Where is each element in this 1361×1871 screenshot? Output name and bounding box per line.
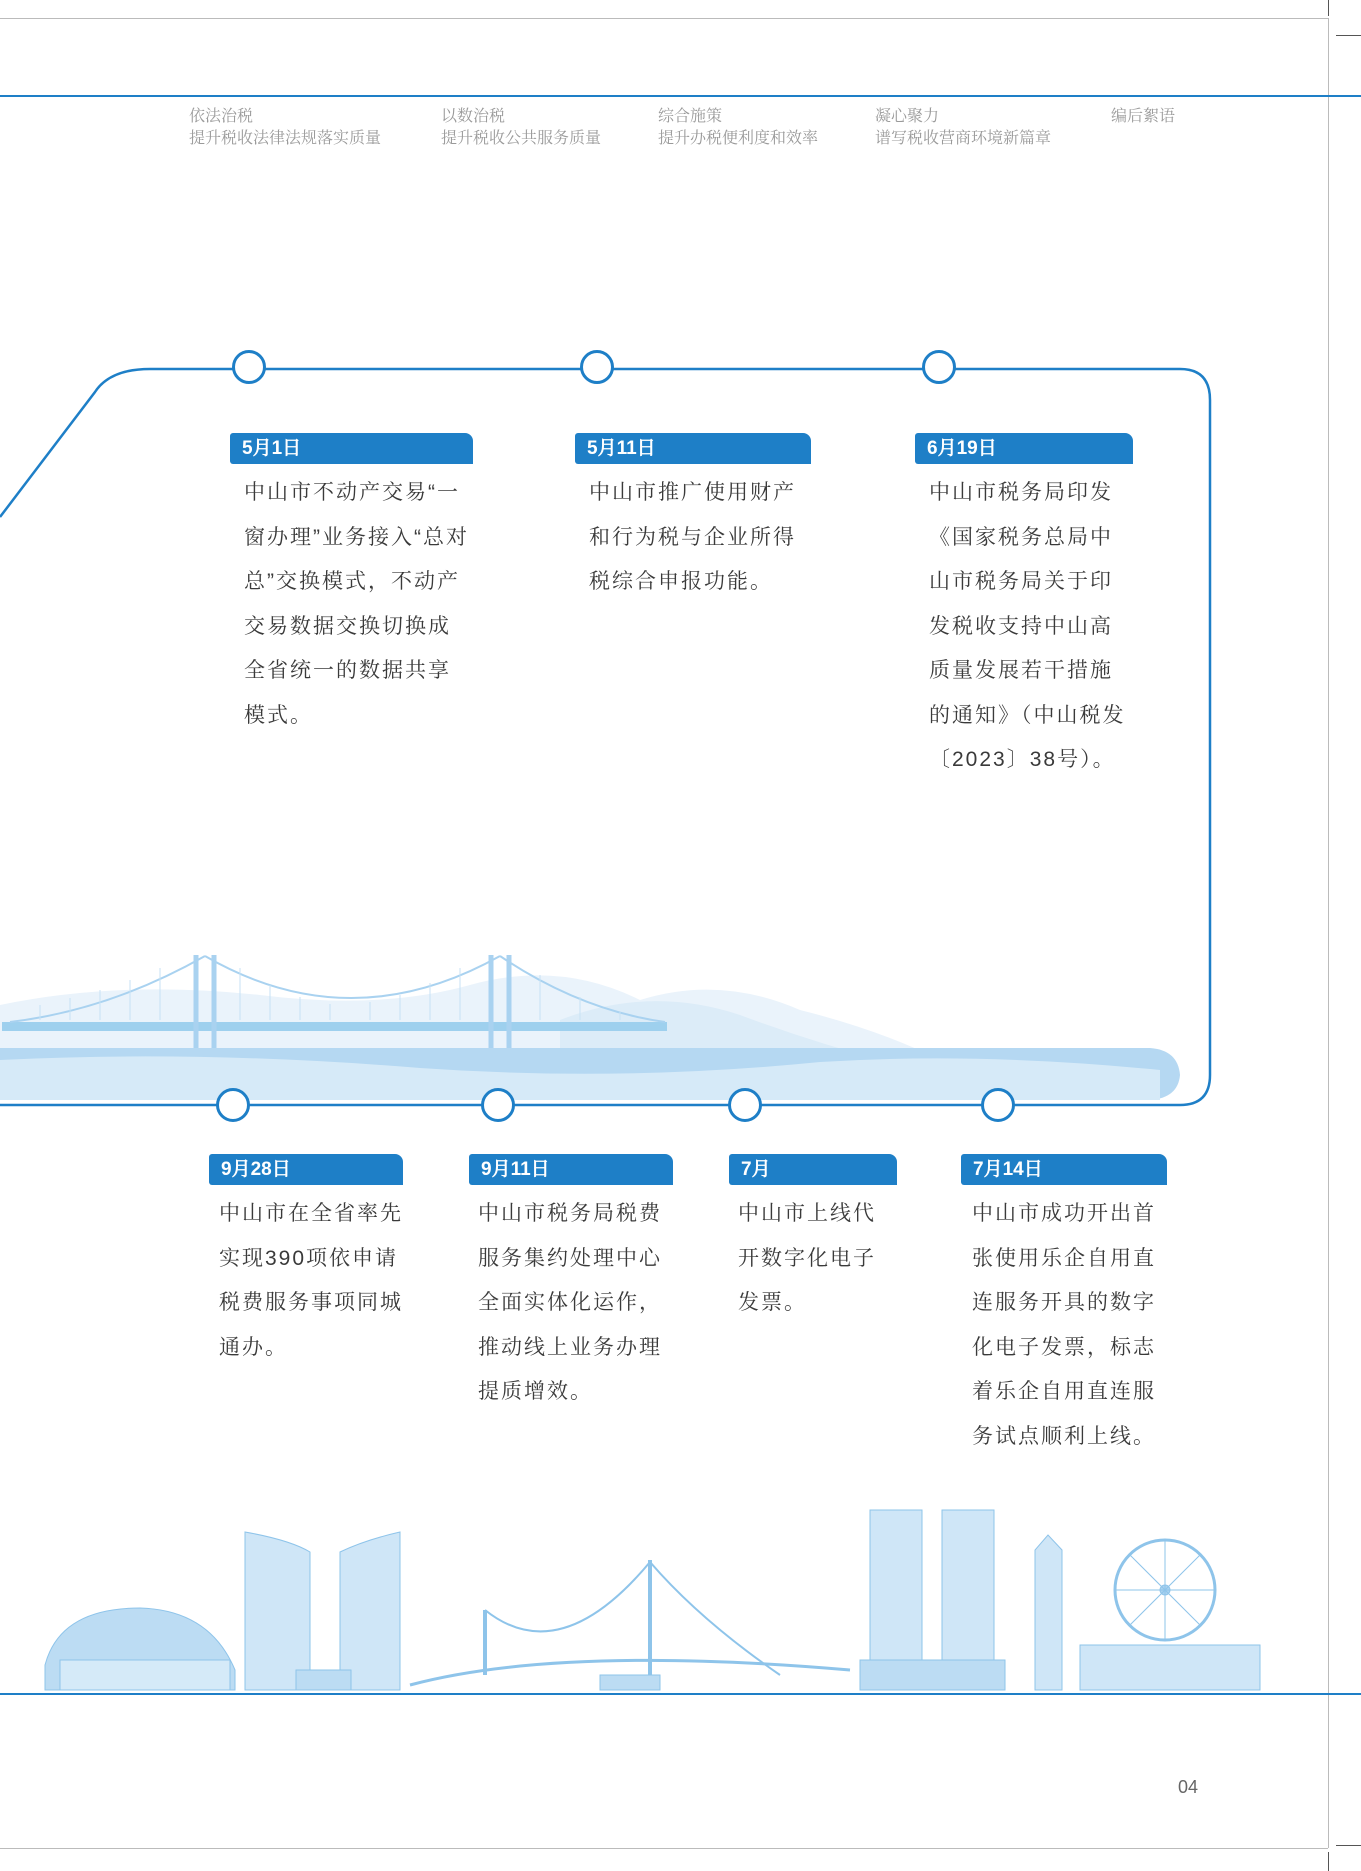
timeline-node	[922, 350, 956, 384]
timeline-node	[481, 1088, 515, 1122]
footer-rule	[0, 1693, 1361, 1695]
timeline-node	[728, 1088, 762, 1122]
event-description: 中山市推广使用财产和行为税与企业所得税综合申报功能。	[589, 481, 796, 593]
nav-item-title: 以数治税	[441, 108, 506, 125]
event-date-label: 5月11日	[575, 433, 811, 464]
event-description: 中山市税务局印发《国家税务总局中山市税务局关于印发税收支持中山高质量发展若干措施的通知》（中山税发〔2023〕38号）。	[929, 481, 1126, 771]
event-date-label: 9月11日	[469, 1154, 673, 1185]
nav-item-subtitle: 提升税收法律法规落实质量	[189, 130, 382, 147]
event-description: 中山市在全省率先实现390项依申请税费服务事项同城通办。	[219, 1202, 403, 1359]
event-date-label: 9月28日	[209, 1154, 403, 1185]
event-date-label: 7月	[729, 1154, 897, 1185]
event-date-label: 6月19日	[915, 433, 1133, 464]
event-description: 中山市成功开出首张使用乐企自用直连服务开具的数字化电子发票，标志着乐企自用直连服务试点顺利上线。	[972, 1202, 1156, 1448]
nav-item-subtitle: 提升办税便利度和效率	[658, 130, 819, 147]
page-number: 04	[1178, 1777, 1199, 1797]
event-description: 中山市上线代开数字化电子发票。	[738, 1202, 876, 1314]
nav-item-title: 综合施策	[658, 108, 723, 125]
event-date-label: 7月14日	[961, 1154, 1167, 1185]
timeline-node	[232, 350, 266, 384]
timeline-node	[580, 350, 614, 384]
event-date-label: 5月1日	[230, 433, 473, 464]
city-skyline-illustration	[0, 1480, 1361, 1700]
event-description: 中山市不动产交易“一窗办理”业务接入“总对总”交换模式，不动产交易数据交换切换成全省统一的数据共享模式。	[244, 481, 469, 727]
nav-item-title: 凝心聚力	[875, 108, 940, 125]
nav-item-subtitle: 提升税收公共服务质量	[441, 130, 602, 147]
event-description: 中山市税务局税费服务集约处理中心全面实体化运作，推动线上业务办理提质增效。	[478, 1202, 662, 1403]
timeline-node	[981, 1088, 1015, 1122]
nav-item-subtitle: 谱写税收营商环境新篇章	[875, 130, 1052, 147]
nav-item-title: 编后絮语	[1111, 108, 1176, 125]
timeline-node	[216, 1088, 250, 1122]
nav-item-title: 依法治税	[189, 108, 254, 125]
